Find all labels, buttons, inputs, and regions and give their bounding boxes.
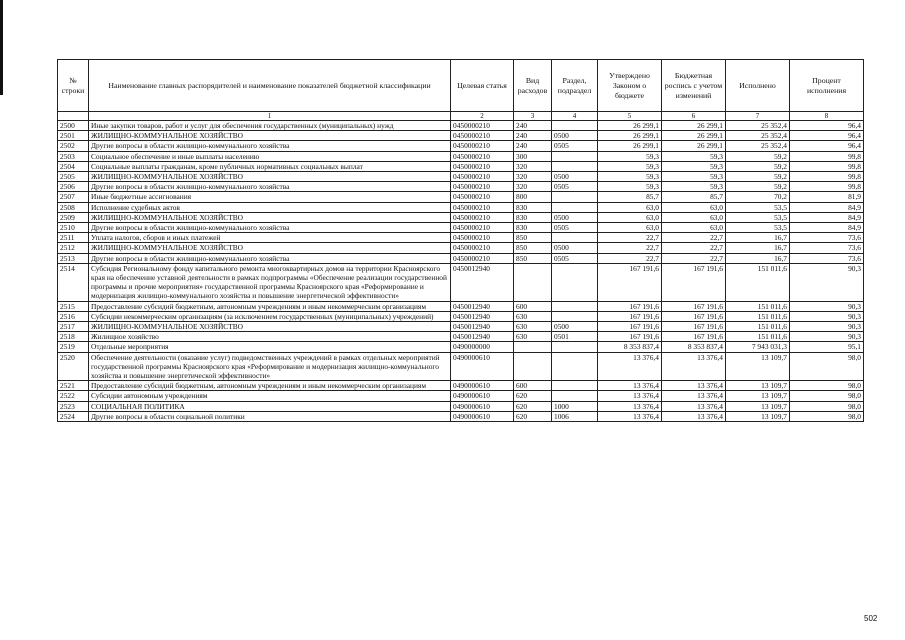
row-number: 2503	[58, 151, 89, 161]
row-expense-type	[514, 263, 552, 301]
row-number: 2504	[58, 161, 89, 171]
row-executed-amount: 70,2	[726, 192, 790, 202]
row-expense-type: 630	[514, 322, 552, 332]
row-target-code: 0450012940	[451, 332, 514, 342]
row-name: Другие вопросы в области социальной политики	[89, 411, 451, 421]
column-number: 3	[514, 112, 552, 121]
row-section: 0505	[552, 223, 598, 233]
row-budget-amount: 167 191,6	[662, 322, 726, 332]
row-budget-amount: 59,3	[662, 172, 726, 182]
row-number: 2516	[58, 311, 89, 321]
row-section: 1006	[552, 411, 598, 421]
row-section	[552, 233, 598, 243]
row-number: 2520	[58, 352, 89, 381]
col-header-code: Целевая статья	[451, 60, 514, 112]
row-target-code: 0450012940	[451, 311, 514, 321]
row-name: Субсидия Региональному фонду капитального ремонта многоквартирных домов на территории Красноярского края на обеспечение уставной деятельности в рамках подпрограммы «Обеспечение реализации государственной программы и прочие мероприятия» государственной программы Красноярского края «Реформирование и модернизация жилищно-коммунального хозяйства и повышение энергетической эффективности»	[89, 263, 451, 301]
row-approved-amount: 167 191,6	[598, 263, 662, 301]
row-execution-percent: 96,4	[790, 141, 864, 151]
row-number: 2512	[58, 243, 89, 253]
table-row	[58, 301, 864, 311]
row-section: 0505	[552, 141, 598, 151]
col-header-done: Исполнено	[726, 60, 790, 112]
row-expense-type: 830	[514, 202, 552, 212]
row-name: ЖИЛИЩНО-КОММУНАЛЬНОЕ ХОЗЯЙСТВО	[89, 322, 451, 332]
row-expense-type: 630	[514, 311, 552, 321]
row-section	[552, 352, 598, 381]
column-number: 4	[552, 112, 598, 121]
row-number: 2501	[58, 131, 89, 141]
row-target-code: 0450000210	[451, 141, 514, 151]
row-target-code: 0450000210	[451, 172, 514, 182]
row-section: 0505	[552, 253, 598, 263]
row-approved-amount: 167 191,6	[598, 301, 662, 311]
row-approved-amount: 85,7	[598, 192, 662, 202]
row-expense-type: 630	[514, 332, 552, 342]
row-number: 2519	[58, 342, 89, 352]
row-approved-amount: 59,3	[598, 182, 662, 192]
page-number: 502	[864, 614, 878, 623]
row-expense-type: 240	[514, 121, 552, 131]
row-budget-amount: 13 376,4	[662, 391, 726, 401]
column-number: 1	[89, 112, 451, 121]
row-executed-amount: 53,5	[726, 223, 790, 233]
row-number: 2500	[58, 121, 89, 131]
row-approved-amount: 13 376,4	[598, 401, 662, 411]
row-budget-amount: 22,7	[662, 233, 726, 243]
row-expense-type: 240	[514, 131, 552, 141]
row-target-code: 0490000610	[451, 411, 514, 421]
row-execution-percent: 98,0	[790, 352, 864, 381]
row-expense-type: 300	[514, 151, 552, 161]
row-number: 2507	[58, 192, 89, 202]
table-row	[58, 253, 864, 263]
row-execution-percent: 73,6	[790, 253, 864, 263]
row-executed-amount: 59,2	[726, 172, 790, 182]
table-row	[58, 332, 864, 342]
row-target-code: 0450000210	[451, 121, 514, 131]
row-section: 0505	[552, 182, 598, 192]
row-name: ЖИЛИЩНО-КОММУНАЛЬНОЕ ХОЗЯЙСТВО	[89, 212, 451, 222]
row-budget-amount: 167 191,6	[662, 263, 726, 301]
col-header-name: Наименование главных распорядителей и наименование показателей бюджетной классификации	[89, 60, 451, 112]
row-execution-percent: 90,3	[790, 322, 864, 332]
row-execution-percent: 98,0	[790, 391, 864, 401]
row-section: 0501	[552, 332, 598, 342]
row-approved-amount: 59,3	[598, 172, 662, 182]
row-section: 0500	[552, 212, 598, 222]
row-number: 2513	[58, 253, 89, 263]
row-target-code: 0490000610	[451, 391, 514, 401]
row-target-code: 0450000210	[451, 233, 514, 243]
row-budget-amount: 26 299,1	[662, 121, 726, 131]
table-row	[58, 161, 864, 171]
column-number: 6	[662, 112, 726, 121]
row-section	[552, 121, 598, 131]
row-budget-amount: 59,3	[662, 151, 726, 161]
table-row	[58, 141, 864, 151]
table-row	[58, 212, 864, 222]
row-execution-percent: 98,0	[790, 401, 864, 411]
row-approved-amount: 22,7	[598, 243, 662, 253]
header-row	[58, 60, 864, 112]
table-row	[58, 391, 864, 401]
row-executed-amount: 13 109,7	[726, 352, 790, 381]
row-expense-type: 620	[514, 391, 552, 401]
row-target-code: 0490000000	[451, 342, 514, 352]
row-name: Субсидии некоммерческим организациям (за исключением государственных (муниципальных) учреждений)	[89, 311, 451, 321]
row-expense-type: 830	[514, 223, 552, 233]
row-executed-amount: 53,5	[726, 212, 790, 222]
row-executed-amount: 151 011,6	[726, 332, 790, 342]
row-name: Другие вопросы в области жилищно-коммунального хозяйства	[89, 253, 451, 263]
column-number: 8	[790, 112, 864, 121]
row-name: Другие вопросы в области жилищно-коммунального хозяйства	[89, 223, 451, 233]
column-number	[58, 112, 89, 121]
row-budget-amount: 13 376,4	[662, 381, 726, 391]
row-execution-percent: 96,4	[790, 131, 864, 141]
row-target-code: 0450000210	[451, 131, 514, 141]
row-execution-percent: 73,6	[790, 233, 864, 243]
row-executed-amount: 25 352,4	[726, 121, 790, 131]
row-expense-type	[514, 342, 552, 352]
row-number: 2509	[58, 212, 89, 222]
row-executed-amount: 16,7	[726, 253, 790, 263]
row-section: 1000	[552, 401, 598, 411]
row-target-code: 0450000210	[451, 212, 514, 222]
row-execution-percent: 90,3	[790, 332, 864, 342]
table-row	[58, 401, 864, 411]
row-target-code: 0450012940	[451, 263, 514, 301]
row-name: Другие вопросы в области жилищно-коммунального хозяйства	[89, 182, 451, 192]
column-number: 7	[726, 112, 790, 121]
table-row	[58, 381, 864, 391]
row-expense-type: 800	[514, 192, 552, 202]
row-name: Жилищное хозяйство	[89, 332, 451, 342]
row-execution-percent: 84,9	[790, 202, 864, 212]
col-header-budget: Бюджетная роспись с учетом изменений	[662, 60, 726, 112]
row-executed-amount: 7 943 031,3	[726, 342, 790, 352]
row-approved-amount: 13 376,4	[598, 411, 662, 421]
row-executed-amount: 59,2	[726, 151, 790, 161]
row-number: 2514	[58, 263, 89, 301]
row-name: Социальные выплаты гражданам, кроме публичных нормативных социальных выплат	[89, 161, 451, 171]
row-execution-percent: 90,3	[790, 263, 864, 301]
row-budget-amount: 63,0	[662, 223, 726, 233]
row-budget-amount: 167 191,6	[662, 301, 726, 311]
row-execution-percent: 99,8	[790, 172, 864, 182]
row-execution-percent: 90,3	[790, 301, 864, 311]
column-number: 5	[598, 112, 662, 121]
col-header-razd: Раздел, подраздел	[552, 60, 598, 112]
row-approved-amount: 22,7	[598, 253, 662, 263]
row-section	[552, 311, 598, 321]
row-expense-type: 320	[514, 182, 552, 192]
row-approved-amount: 59,3	[598, 161, 662, 171]
row-name: СОЦИАЛЬНАЯ ПОЛИТИКА	[89, 401, 451, 411]
row-approved-amount: 63,0	[598, 202, 662, 212]
table-row	[58, 182, 864, 192]
table-row	[58, 233, 864, 243]
table-row	[58, 311, 864, 321]
row-target-code: 0450000210	[451, 253, 514, 263]
row-name: ЖИЛИЩНО-КОММУНАЛЬНОЕ ХОЗЯЙСТВО	[89, 172, 451, 182]
row-name: ЖИЛИЩНО-КОММУНАЛЬНОЕ ХОЗЯЙСТВО	[89, 131, 451, 141]
row-executed-amount: 13 109,7	[726, 401, 790, 411]
row-target-code: 0450000210	[451, 161, 514, 171]
row-executed-amount: 151 011,6	[726, 263, 790, 301]
row-execution-percent: 98,0	[790, 411, 864, 421]
row-expense-type: 850	[514, 233, 552, 243]
row-budget-amount: 63,0	[662, 202, 726, 212]
row-name: Другие вопросы в области жилищно-коммунального хозяйства	[89, 141, 451, 151]
row-name: Обеспечение деятельности (оказание услуг) подведомственных учреждений в рамках отдельных мероприятий государственной программы Красноярского края «Реформирование и модернизация жилищно-коммунального хозяйства и повышение энергетической эффективности»	[89, 352, 451, 381]
table-row	[58, 322, 864, 332]
row-budget-amount: 8 353 837,4	[662, 342, 726, 352]
row-budget-amount: 167 191,6	[662, 332, 726, 342]
row-target-code: 0490000610	[451, 352, 514, 381]
row-section	[552, 151, 598, 161]
row-approved-amount: 13 376,4	[598, 391, 662, 401]
row-executed-amount: 25 352,4	[726, 141, 790, 151]
row-executed-amount: 13 109,7	[726, 411, 790, 421]
table-row	[58, 411, 864, 421]
row-approved-amount: 167 191,6	[598, 311, 662, 321]
row-approved-amount: 63,0	[598, 223, 662, 233]
table-row	[58, 131, 864, 141]
row-expense-type	[514, 352, 552, 381]
table-row	[58, 263, 864, 301]
column-number-row	[58, 112, 864, 121]
row-execution-percent: 90,3	[790, 311, 864, 321]
row-approved-amount: 13 376,4	[598, 352, 662, 381]
col-header-no: № строки	[58, 60, 89, 112]
row-budget-amount: 22,7	[662, 243, 726, 253]
row-number: 2517	[58, 322, 89, 332]
row-approved-amount: 167 191,6	[598, 322, 662, 332]
row-expense-type: 850	[514, 243, 552, 253]
row-name: Предоставление субсидий бюджетным, автономным учреждениям и иным некоммерческим организациям	[89, 381, 451, 391]
table-row	[58, 121, 864, 131]
row-budget-amount: 26 299,1	[662, 141, 726, 151]
table-row	[58, 223, 864, 233]
row-budget-amount: 59,3	[662, 161, 726, 171]
table-row	[58, 352, 864, 381]
row-number: 2506	[58, 182, 89, 192]
row-section	[552, 161, 598, 171]
row-budget-amount: 22,7	[662, 253, 726, 263]
row-target-code: 0490000610	[451, 381, 514, 391]
row-budget-amount: 59,3	[662, 182, 726, 192]
row-budget-amount: 167 191,6	[662, 311, 726, 321]
table-row	[58, 172, 864, 182]
row-execution-percent: 84,9	[790, 212, 864, 222]
row-number: 2510	[58, 223, 89, 233]
row-number: 2508	[58, 202, 89, 212]
row-target-code: 0450000210	[451, 202, 514, 212]
row-execution-percent: 84,9	[790, 223, 864, 233]
row-expense-type: 620	[514, 411, 552, 421]
row-name: Предоставление субсидий бюджетным, автономным учреждениям и иным некоммерческим организациям	[89, 301, 451, 311]
row-expense-type: 320	[514, 161, 552, 171]
row-approved-amount: 26 299,1	[598, 121, 662, 131]
row-expense-type: 320	[514, 172, 552, 182]
row-executed-amount: 59,2	[726, 182, 790, 192]
row-section	[552, 301, 598, 311]
table-row	[58, 151, 864, 161]
row-number: 2521	[58, 381, 89, 391]
table-row	[58, 243, 864, 253]
row-budget-amount: 13 376,4	[662, 401, 726, 411]
row-executed-amount: 13 109,7	[726, 381, 790, 391]
row-section	[552, 192, 598, 202]
row-number: 2522	[58, 391, 89, 401]
col-header-vid: Вид расходов	[514, 60, 552, 112]
column-number: 2	[451, 112, 514, 121]
row-name: Социальное обеспечение и иные выплаты населению	[89, 151, 451, 161]
row-target-code: 0450000210	[451, 223, 514, 233]
row-approved-amount: 26 299,1	[598, 131, 662, 141]
row-execution-percent: 95,1	[790, 342, 864, 352]
row-number: 2518	[58, 332, 89, 342]
row-expense-type: 620	[514, 401, 552, 411]
row-executed-amount: 13 109,7	[726, 391, 790, 401]
row-expense-type: 850	[514, 253, 552, 263]
row-executed-amount: 59,2	[726, 161, 790, 171]
row-executed-amount: 16,7	[726, 243, 790, 253]
row-target-code: 0490000610	[451, 401, 514, 411]
row-execution-percent: 99,8	[790, 161, 864, 171]
row-section	[552, 263, 598, 301]
scan-edge-mark	[0, 0, 3, 95]
row-name: Исполнение судебных актов	[89, 202, 451, 212]
row-execution-percent: 81,9	[790, 192, 864, 202]
row-name: Субсидии автономным учреждениям	[89, 391, 451, 401]
row-section	[552, 202, 598, 212]
row-number: 2511	[58, 233, 89, 243]
row-executed-amount: 151 011,6	[726, 311, 790, 321]
row-name: ЖИЛИЩНО-КОММУНАЛЬНОЕ ХОЗЯЙСТВО	[89, 243, 451, 253]
col-header-pct: Процент исполнения	[790, 60, 864, 112]
row-execution-percent: 96,4	[790, 121, 864, 131]
row-approved-amount: 63,0	[598, 212, 662, 222]
row-expense-type: 600	[514, 301, 552, 311]
row-approved-amount: 8 353 837,4	[598, 342, 662, 352]
row-executed-amount: 151 011,6	[726, 322, 790, 332]
row-number: 2515	[58, 301, 89, 311]
row-approved-amount: 22,7	[598, 233, 662, 243]
row-number: 2524	[58, 411, 89, 421]
row-approved-amount: 167 191,6	[598, 332, 662, 342]
row-section: 0500	[552, 243, 598, 253]
row-section: 0500	[552, 172, 598, 182]
row-execution-percent: 98,0	[790, 381, 864, 391]
row-number: 2505	[58, 172, 89, 182]
row-execution-percent: 99,8	[790, 151, 864, 161]
row-executed-amount: 53,5	[726, 202, 790, 212]
row-budget-amount: 26 299,1	[662, 131, 726, 141]
row-section: 0500	[552, 322, 598, 332]
row-target-code: 0450012940	[451, 301, 514, 311]
row-execution-percent: 73,6	[790, 243, 864, 253]
row-section	[552, 381, 598, 391]
budget-execution-table	[57, 59, 864, 422]
row-execution-percent: 99,8	[790, 182, 864, 192]
row-name: Иные бюджетные ассигнования	[89, 192, 451, 202]
table-row	[58, 342, 864, 352]
col-header-approved: Утверждено Законом о бюджете	[598, 60, 662, 112]
row-target-code: 0450000210	[451, 192, 514, 202]
row-target-code: 0450000210	[451, 243, 514, 253]
row-expense-type: 600	[514, 381, 552, 391]
row-number: 2502	[58, 141, 89, 151]
row-target-code: 0450012940	[451, 322, 514, 332]
row-budget-amount: 13 376,4	[662, 352, 726, 381]
row-budget-amount: 13 376,4	[662, 411, 726, 421]
row-approved-amount: 59,3	[598, 151, 662, 161]
row-target-code: 0450000210	[451, 182, 514, 192]
row-section: 0500	[552, 131, 598, 141]
row-name: Иные закупки товаров, работ и услуг для обеспечения государственных (муниципальных) нужд	[89, 121, 451, 131]
row-executed-amount: 16,7	[726, 233, 790, 243]
row-section	[552, 391, 598, 401]
row-budget-amount: 63,0	[662, 212, 726, 222]
row-approved-amount: 26 299,1	[598, 141, 662, 151]
row-executed-amount: 25 352,4	[726, 131, 790, 141]
row-expense-type: 240	[514, 141, 552, 151]
row-executed-amount: 151 011,6	[726, 301, 790, 311]
row-expense-type: 830	[514, 212, 552, 222]
table-row	[58, 192, 864, 202]
row-name: Уплата налогов, сборов и иных платежей	[89, 233, 451, 243]
table-row	[58, 202, 864, 212]
row-target-code: 0450000210	[451, 151, 514, 161]
row-approved-amount: 13 376,4	[598, 381, 662, 391]
row-budget-amount: 85,7	[662, 192, 726, 202]
row-section	[552, 342, 598, 352]
row-name: Отдельные мероприятия	[89, 342, 451, 352]
row-number: 2523	[58, 401, 89, 411]
